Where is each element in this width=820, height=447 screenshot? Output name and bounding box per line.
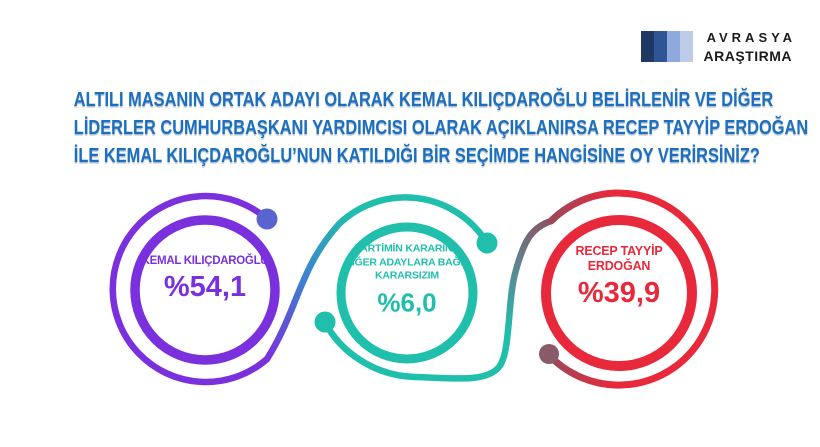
survey-question-title: [0, 86, 820, 170]
logo-square-dark: [641, 31, 654, 62]
percentage-value: %39,9: [577, 277, 661, 309]
logo-squares-icon: [641, 31, 693, 62]
logo-square-medium: [654, 31, 667, 62]
percentage-value: %54,1: [163, 271, 247, 303]
option-label-line: KARARSIZIM: [375, 269, 439, 282]
logo-avrasya-arastirma: [641, 30, 796, 64]
title-line-3: İLE KEMAL KILIÇDAROĞLU’NUN KATILDIĞI BİR SEÇİMDE HANGİSİNE OY VERİRSİNİZ?: [73, 145, 760, 167]
result-erdogan: [524, 244, 714, 310]
candidate-label-line: ERDOĞAN: [587, 259, 651, 273]
logo-brand-name: AVRASYA: [706, 30, 796, 45]
swirl-end-dot-indigo: [257, 209, 278, 230]
swirl-end-dot-mauve: [539, 344, 559, 364]
logo-square-light: [667, 31, 680, 62]
title-line-2: LİDERLER CUMHURBAŞKANI YARDIMCISI OLARAK AÇIKLANIRSA RECEP TAYYİP ERDOĞAN: [73, 117, 809, 139]
logo-brand-subtitle: ARAŞTIRMA: [703, 48, 792, 64]
candidate-label: KEMAL KILIÇDAROĞLU: [141, 255, 269, 267]
logo-text: [703, 30, 796, 64]
option-label-line: DİĞER ADAYLARA BAĞLI: [344, 255, 470, 268]
result-kilicdaroglu: [110, 254, 300, 304]
option-label-line: PARTİMİN KARARINA: [354, 242, 460, 255]
candidate-label-line: RECEP TAYYİP: [575, 244, 663, 258]
result-undecided: [312, 242, 502, 318]
logo-square-lighter: [680, 31, 693, 62]
percentage-value: %6,0: [377, 286, 437, 317]
title-line-1: ALTILI MASANIN ORTAK ADAYI OLARAK KEMAL KILIÇDAROĞLU BELİRLENİR VE DİĞER: [73, 89, 774, 111]
